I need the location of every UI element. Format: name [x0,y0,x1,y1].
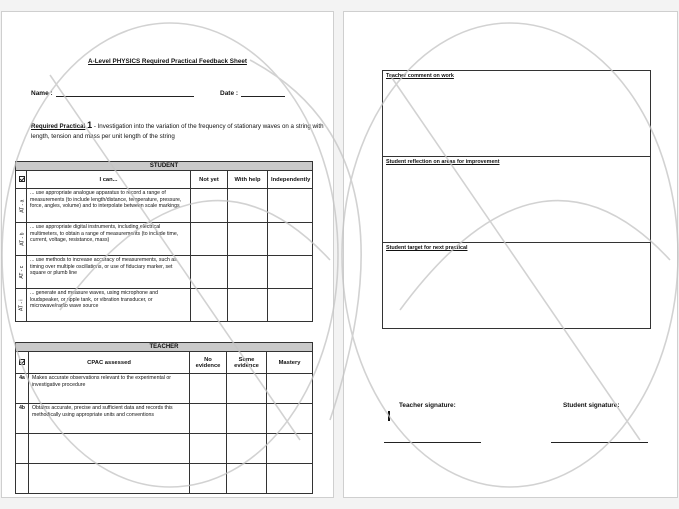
name-label: Name : [31,90,53,97]
mastery-cell[interactable] [267,434,313,464]
table-row [16,434,313,464]
teacher-signature-line[interactable] [384,442,481,443]
teacher-table-title: TEACHER [16,343,313,352]
i-can-header: I can... [27,171,191,189]
required-practical-description [31,120,326,142]
table-row [16,189,313,223]
at-code: AT - i [16,289,27,322]
with-help-cell[interactable] [228,189,268,223]
some-evidence-cell[interactable] [227,434,267,464]
table-row [16,223,313,256]
at-code: AT - a [16,189,27,223]
with-help-cell[interactable] [228,223,268,256]
tick-column-header [16,171,27,189]
cpac-code [16,434,29,464]
mastery-cell[interactable] [267,464,313,494]
cpac-text: Makes accurate observations relevant to the experimental or investigative procedure [29,374,190,404]
cpac-header: CPAC assessed [29,352,190,374]
table-row [16,374,313,404]
at-code: AT - c [16,256,27,289]
cpac-code: 4b [16,404,29,434]
independently-cell[interactable] [268,256,313,289]
with-help-cell[interactable] [228,256,268,289]
required-practical-text: - Investigation into the variation of the frequency of stationary waves on a string with length, tension and mass per unit length of the string [31,123,324,140]
cpac-text [29,464,190,494]
text-cursor [388,411,390,421]
not-yet-cell[interactable] [191,289,228,322]
date-label: Date : [220,90,239,97]
no-evidence-cell[interactable] [190,464,227,494]
table-row [16,404,313,434]
teacher-comment-box[interactable]: Teacher comment on work [383,71,651,157]
no-evidence-cell[interactable] [190,404,227,434]
student-signature-label: Student signature: [563,402,620,409]
independently-cell[interactable] [268,189,313,223]
cpac-text [29,434,190,464]
no-evidence-header: No evidence [190,352,227,374]
with-help-header: With help [228,171,268,189]
independently-cell[interactable] [268,289,313,322]
no-evidence-cell[interactable] [190,434,227,464]
skill-text: ... generate and measure waves, using microphone and loudspeaker, or ripple tank, or vibration transducer, or microwave/radio wave source [27,289,191,322]
not-yet-cell[interactable] [191,256,228,289]
student-table [15,161,313,322]
cpac-code [16,464,29,494]
sheet-title: A-Level PHYSICS Required Practical Feedback Sheet [88,58,247,65]
skill-text: ... use methods to increase accuracy of measurements, such as timing over multiple oscillations, or use of fiduciary marker, set square or plumb line [27,256,191,289]
required-practical-number: 1 [87,120,93,130]
feedback-boxes [382,70,651,329]
not-yet-cell[interactable] [191,223,228,256]
name-field[interactable] [31,90,194,97]
tick-column-header [16,352,29,374]
teacher-table [15,342,313,494]
table-row [16,289,313,322]
skill-text: ... use appropriate analogue apparatus to record a range of measurements (to include length/distance, temperature, pressure, force, angles, volume) and to interpolate between scale markings [27,189,191,223]
teacher-signature-label: Teacher signature: [399,402,456,409]
feedback-sheet-right-page [343,11,678,498]
cpac-text: Obtains accurate, precise and sufficient data and records this methodically using appropriate units and conventions [29,404,190,434]
name-line [56,90,194,97]
cpac-code: 4a [16,374,29,404]
some-evidence-header: Some evidence [227,352,267,374]
date-line [241,90,285,97]
mastery-cell[interactable] [267,404,313,434]
table-row [16,464,313,494]
mastery-header: Mastery [267,352,313,374]
with-help-cell[interactable] [228,289,268,322]
some-evidence-cell[interactable] [227,464,267,494]
some-evidence-cell[interactable] [227,374,267,404]
no-evidence-cell[interactable] [190,374,227,404]
required-practical-label: Required Practical [31,123,86,130]
student-signature-line[interactable] [551,442,648,443]
independently-header: Independently [268,171,313,189]
mastery-cell[interactable] [267,374,313,404]
checkbox-icon [19,176,25,182]
skill-text: ... use appropriate digital instruments, including electrical multimeters, to obtain a range of measurements (to include time, current, voltage, resistance, mass) [27,223,191,256]
date-field[interactable] [220,90,285,97]
not-yet-cell[interactable] [191,189,228,223]
student-target-box[interactable]: Student target for next practical [383,243,651,329]
feedback-sheet-left-page [1,11,334,498]
some-evidence-cell[interactable] [227,404,267,434]
student-table-title: STUDENT [16,162,313,171]
table-row [16,256,313,289]
at-code: AT - b [16,223,27,256]
checkbox-icon [19,359,25,365]
independently-cell[interactable] [268,223,313,256]
student-reflection-box[interactable]: Student reflection on areas for improvement [383,157,651,243]
not-yet-header: Not yet [191,171,228,189]
